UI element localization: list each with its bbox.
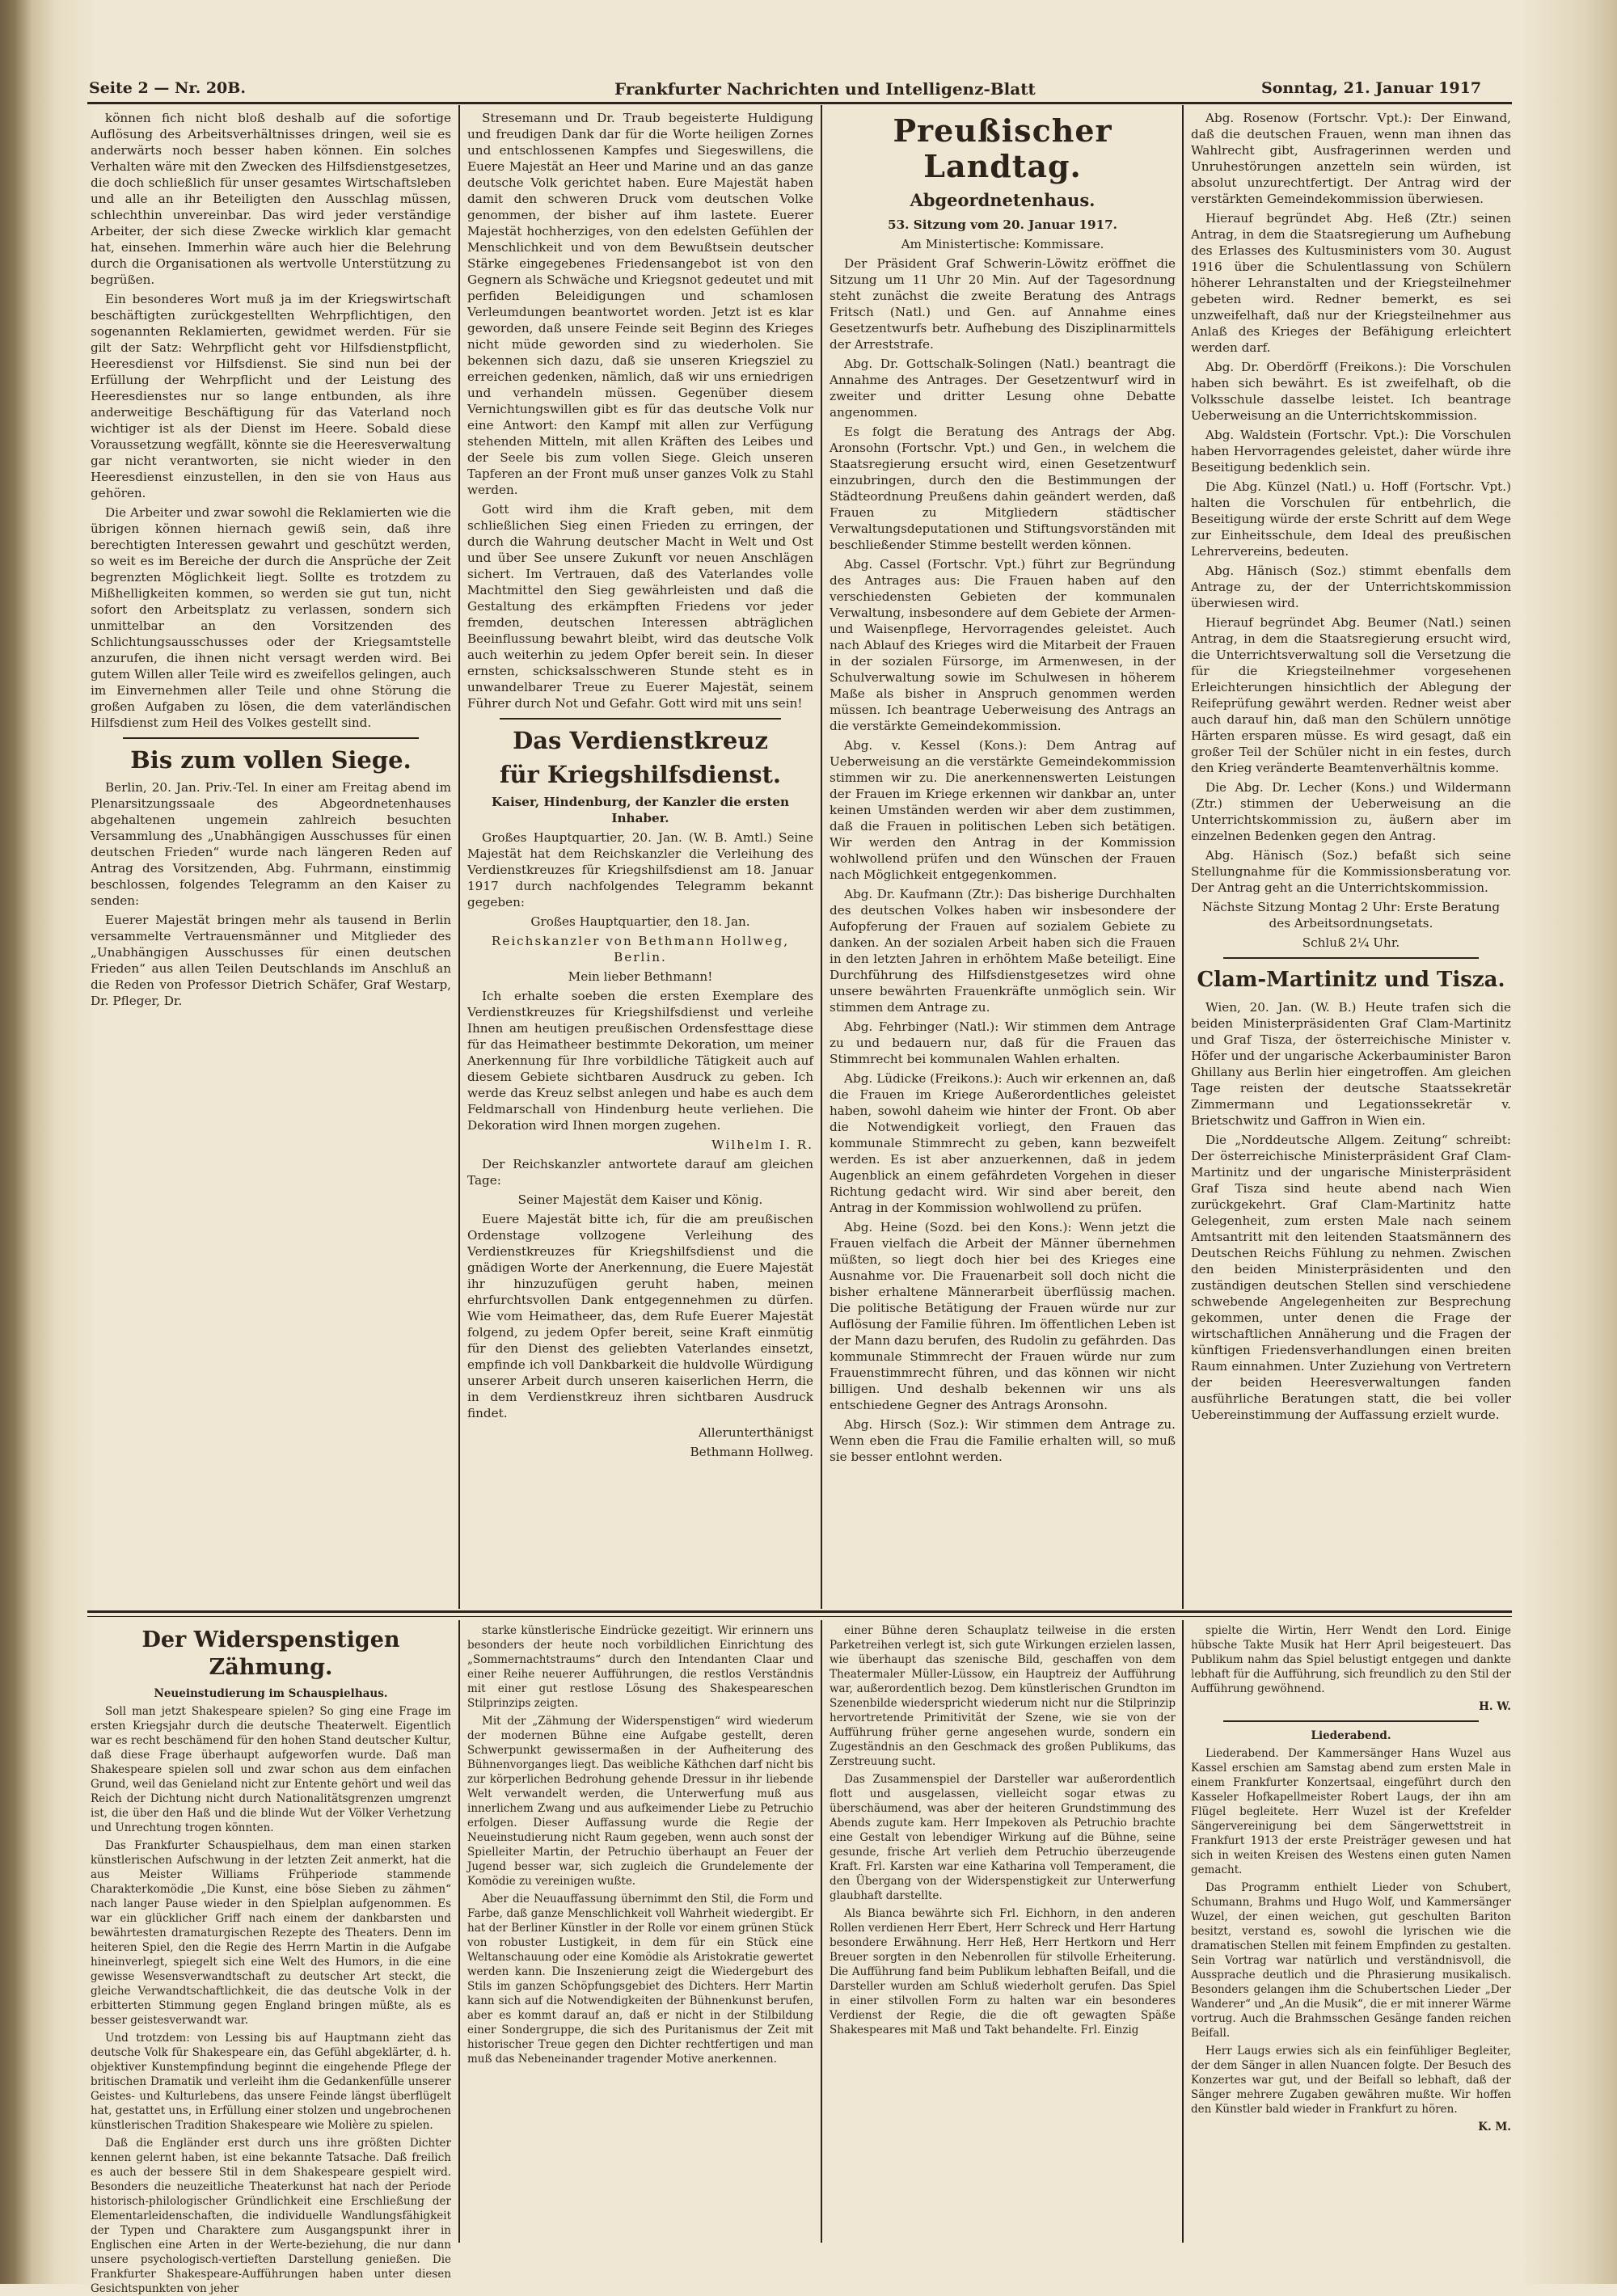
- paragraph: Abg. Dr. Oberdörff (Freikons.): Die Vorschulen haben sich bewährt. Es ist zweifelhaft, ob die Volksschule dasselbe leistet. Ich beantrage Ueberweisung an die Unterrichtskommission.: [1191, 360, 1511, 423]
- paragraph: Abg. Hänisch (Soz.) stimmt ebenfalls dem Antrage zu, der der Unterrichtskommission überwiesen wird.: [1191, 563, 1511, 610]
- paragraph: Abg. Hänisch (Soz.) befaßt sich seine Stellungnahme für die Kommissionsberatung vor. Der Antrag geht an die Unterrichtskommission.: [1191, 848, 1511, 895]
- paragraph: Abg. Dr. Gottschalk-Solingen (Natl.) beantragt die Annahme des Antrages. Der Gesetzentwurf wird in zweiter und dritter Lesung ohne Debatte angenommen.: [830, 357, 1176, 420]
- session-line: 53. Sitzung vom 20. Januar 1917.: [888, 217, 1117, 232]
- author-initials: K. M.: [1478, 2121, 1511, 2134]
- paragraph: spielte die Wirtin, Herr Wendt den Lord. Einige hübsche Takte Musik hat Herr April beigesteuert. Das Publikum nahm das Spiel belustigt entgegen und dankte lebhaft für die Aufführung, sich freundlich zu den Stil der Aufführung gewöhnend.: [1191, 1624, 1511, 1695]
- paragraph: Das Zusammenspiel der Darsteller war außerordentlich flott und ausgelassen, vielleicht sogar etwas zu überschäumend, was aber der heiteren Grundstimmung des Abends zugute kam. Herr Impekoven als Petruchio brachte eine Gestalt von lebendiger Wirkung auf die Bühne, seine gesunde, frische Art verlieh dem Petruchio überzeugende Kraft. Frl. Karsten war eine Katharina voll Temperament, die den Übergang von der Widerspenstigkeit zur Unterwerfung glaubhaft darstellte.: [830, 1773, 1176, 1902]
- paragraph: Abg. Cassel (Fortschr. Vpt.) führt zur Begründung des Antrages aus: Die Frauen haben auf den verschiedensten Gebieten der kommunalen Verwaltung, insbesondere auf dem Gebiete der Armen- und Waisenpflege, Hervorragendes geleistet. Auch nach Ablauf des Krieges wird die Mitarbeit der Frauen in der sozialen Fürsorge, im Armenwesen, in der Schulverwaltung sowie im Schulwesen in höherem Maße als bisher in Anspruch genommen werden müssen. Ich beantrage Ueberweisung des Antrags an die verstärkte Gemeindekommission.: [830, 557, 1176, 733]
- header-rule: [87, 102, 1512, 104]
- article-title: Preußischer Landtag.: [893, 112, 1112, 184]
- article-title: Clam-Martinitz und Tisza.: [1197, 968, 1505, 992]
- signature: Wilhelm I. R.: [711, 1137, 813, 1152]
- column-verdienstkreuz: [467, 110, 813, 1606]
- section-divider: [1223, 1720, 1479, 1722]
- column-arbeiter-article: [91, 110, 451, 1606]
- paragraph: Abg. Hirsch (Soz.): Wir stimmen dem Antrage zu. Wenn eben die Frau die Familie erhalten will, so muß sie besser entlohnt werden.: [830, 1417, 1176, 1464]
- paragraph: Abg. Heine (Sozd. bei den Kons.): Wenn jetzt die Frauen vielfach die Arbeit der Männer übernehmen müßten, so liegt doch hier bei des Krieges eine Ausnahme vor. Die Frauenarbeit soll doch nicht die bisher erhaltene Männerarbeit überflüssig machen. Die politische Betätigung der Frauen würde nur zur Auflösung der Familie führen. Im öffentlichen Leben ist der Mann dazu berufen, des Rudolin zu gefährden. Das kommunale Stimmrecht der Frauen würde nur zum Frauenstimmrecht führen, und das können wir nicht billigen. Und deshalb bekennen wir uns als entschiedene Gegner des Antrags Aronsohn.: [830, 1220, 1176, 1412]
- newspaper-masthead: Frankfurter Nachrichten und Intelligenz-Blatt: [614, 79, 1036, 99]
- column-rule: [821, 1620, 822, 2243]
- paragraph: Die „Norddeutsche Allgem. Zeitung“ schreibt: Der österreichische Ministerpräsident Graf Clam-Martinitz und der ungarische Ministerpräsident Graf Tisza sind heute abend nach Wien zurückgekehrt. Graf Clam-Martinitz hatte Gelegenheit, zum ersten Male nach seinem Amtsantritt mit den leitenden Staatsmännern des Deutschen Reichs Fühlung zu nehmen. Zwischen den beiden Ministerpräsidenten und den zuständigen deutschen Stellen sind verschiedene schwebende Angelegenheiten zur Besprechung gekommen, unter denen die Frage der wirtschaftlichen Annäherung und die Fragen der künftigen Friedensverhandlungen einen breiten Raum einnahmen. Unter Zuziehung von Vertretern der beiden Heeresverwaltungen fanden ausführliche Beratungen statt, die bei voller Uebereinstimmung der Auffassung erzielt wurde.: [1191, 1133, 1511, 1422]
- column-theater-review-end: [830, 1623, 1176, 2246]
- feuilleton-rule: [87, 1610, 1512, 1613]
- paragraph: Als Bianca bewährte sich Frl. Eichhorn, in den anderen Rollen verdienen Herr Ebert, Herr Schreck und Herr Hartung besondere Erwähnung. Herr Heß, Herr Hertkorn und Herr Breuer sorgten in den Nebenrollen für stilvolle Erheiterung. Die Aufführung fand beim Publikum lebhaften Beifall, und die Darsteller wurden am Schluß wiederholt gerufen. Das Spiel in einer stilvollen Form zu halten war ein besonderes Verdienst der Regie, die die oft gewagten Späße Shakespeares mit Maß und Takt behandelte. Frl. Einzig: [830, 1907, 1176, 2036]
- paragraph: Euere Majestät bitte ich, für die am preußischen Ordenstage vollzogene Verleihung des Verdienstkreuzes für Kriegshilfsdienst und die gnädigen Worte der Anerkennung, die Euere Majestät ihr hinzuzufügen geruht haben, meinen ehrfurchtsvollen Dank entgegennehmen zu dürfen. Wie vom Heimatheer, das, dem Rufe Euerer Majestät folgend, zu jedem Opfer bereit, seine Kraft einmütig für den Dienst des geliebten Vaterlandes einsetzt, empfinde ich voll Dankbarkeit die huldvolle Würdigung unserer Arbeit durch unseren kaiserlichen Herrn, die in dem Verdienstkreuz ihren sichtbaren Ausdruck findet.: [467, 1212, 813, 1420]
- column-rule: [1182, 105, 1184, 1609]
- paragraph: Das Programm enthielt Lieder von Schubert, Schumann, Brahms und Hugo Wolf, und Kammersänger Wuzel, der einen weichen, gut geschulten Bariton besitzt, verstand es, sowohl die lyrischen wie die dramatischen Stellen mit feinem Empfinden zu gestalten. Sein Vortrag war natürlich und verständnisvoll, die Aussprache deutlich und die Phrasierung musikalisch. Besonders gelangen ihm die Schubertschen Lieder „Der Wanderer“ und „An die Musik“, die er mit innerer Wärme vortrug. Auch die Brahmsschen Gesänge fanden reichen Beifall.: [1191, 1881, 1511, 2040]
- paragraph: Ich erhalte soeben die ersten Exemplare des Verdienstkreuzes für Kriegshilfsdienst und verleihe Ihnen am heutigen preußischen Ordensfesttage diese für das Heimatheer bestimmte Dekoration, um meiner Anerkennung für Ihre vorbildliche Tätigkeit auch auf diesem Gebiete sichtbaren Ausdruck zu geben. Ich werde das Kreuz selbst anlegen und habe es auch dem Feldmarschall von Hindenburg heute verliehen. Die Dekoration wird Ihnen morgen zugehen.: [467, 989, 813, 1133]
- signature: Bethmann Hollweg.: [690, 1445, 813, 1459]
- column-landtag-continued: [1191, 110, 1511, 1606]
- article-title: Das Verdienstkreuz: [513, 727, 768, 754]
- paragraph: Allerunterthänigst: [698, 1425, 813, 1440]
- paragraph: Großes Hauptquartier, den 18. Jan.: [530, 914, 750, 929]
- paragraph: Gott wird ihm die Kraft geben, mit dem schließlichen Sieg einen Frieden zu erringen, der durch die Wahrung deutscher Macht in Welt und Ost und über See unsere Zukunft vor neuen Anschlägen sichert. Im Vertrauen, daß des Vaterlandes volle Machtmittel den Sieg gewährleisten und daß die Gestaltung des erkämpften Friedens vor jeder fremden, deutschen Interessen abträglichen Beeinflussung bewahrt bleibt, wird das deutsche Volk auch weiterhin zu jedem Opfer bereit sein. In dieser ernsten, schicksalsschweren Stunde steht es in unwandelbarer Treue zu Euerer Majestät, seinem Führer durch Not und Gefahr. Gott wird mit uns sein!: [467, 502, 813, 711]
- column-theater-review-continued: [467, 1623, 813, 2246]
- paragraph: Soll man jetzt Shakespeare spielen? So ging eine Frage im ersten Kriegsjahr durch die deutsche Theaterwelt. Eigentlich war es recht beschämend für den hohen Stand deutscher Kultur, daß diese Frage überhaupt aufgeworfen wurde. Daß man Shakespeare spielen soll und zwar schon aus dem einfachen Grund, weil das Genieland nicht zur Entente gehört und weil das Reich der Dichtung nicht durch Nationalitätsgrenzen umgrenzt ist, die über den Haß und die blinde Wut der Völker Verhetzung und Unrechtung trogen könnten.: [91, 1705, 451, 1834]
- paragraph: Hierauf begründet Abg. Heß (Ztr.) seinen Antrag, in dem die Staatsregierung um Aufhebung des Erlasses des Kultusministers vom 30. August 1916 über die Schulentlassung von Schülern höherer Lehranstalten und der Kriegsteilnehmer gebeten wird. Redner bemerkt, es sei unzweifelhaft, daß nur der Kriegsteilnehmer aus Anlaß des Krieges der Befähigung erleichtert werden darf.: [1191, 211, 1511, 355]
- paragraph: Abg. Dr. Kaufmann (Ztr.): Das bisherige Durchhalten des deutschen Volkes haben wir insbesondere der Aufopferung der Frauen auf sozialem Gebiete zu danken. An der sozialen Arbeit haben sich die Frauen in den letzten Jahren in erhöhtem Maße beteiligt. Eine Durchführung des Hilfsdienstgesetzes wird ohne unsere bewährten Frauenkräfte unmöglich sein. Wir stimmen dem Antrage zu.: [830, 887, 1176, 1015]
- paragraph: Abg. Lüdicke (Freikons.): Auch wir erkennen an, daß die Frauen im Kriege Außerordentliches geleistet haben, sowohl daheim wie hinter der Front. Ob aber die Notwendigkeit vorliegt, den Frauen das kommunale Stimmrecht zu geben, kann bezweifelt werden. Es ist aber anzuerkennen, daß in jedem Augenblick an einem gefährdeten Vorgehen in dieser Richtung gedacht wird. Wir sind aber bereit, den Antrag in der Kommission wohlwollend zu prüfen.: [830, 1071, 1176, 1215]
- paragraph: einer Bühne deren Schauplatz teilweise in die ersten Parketreihen verlegt ist, sich gute Wirkungen erzielen lassen, wie überhaupt das szenische Bild, geschaffen von dem Theatermaler Müller-Lüssow, ein Hauptreiz der Aufführung war, außerordentlich bezog. Dem künstlerischen Grundton im Szenenbilde wiederspricht wiederum nicht nur die Stilprinzip hervortretende Primitivität der Szene, wie sie von der Aufführung früher gerne angesehen wurde, sondern ein Zugeständnis an den Geschmack des großen Publikums, das Zerstreuung sucht.: [830, 1624, 1176, 1768]
- paragraph: Stresemann und Dr. Traub begeisterte Huldigung und freudigen Dank dar für die Worte heiligen Zornes und entschlossenen Kampfes und Siegeswillens, die Euere Majestät an Heer und Marine und an das ganze deutsche Volk gerichtet haben. Eure Majestät haben damit den schweren Druck vom deutschen Volke genommen, der bisher auf ihm lastete. Euerer Majestät hochherziges, von den edelsten Gefühlen der Menschlichkeit und von dem Bewußtsein deutscher Stärke eingegebenes Friedensangebot ist von den Gegnern als Schwäche und Kriegsnot gedeutet und mit perfiden Beleidigungen und schamlosen Verleumdungen beantwortet worden. Jetzt ist es klar geworden, daß unsere Feinde seit Beginn des Krieges nicht müde geworden sind zu wiederholen. Sie bekennen sich dazu, daß sie unseren Kriegsziel zu erreichen gedenken, nämlich, daß wir uns erniedrigen und verhandeln müssen. Gegenüber diesem Vernichtungswillen gibt es für das deutsche Volk nur eine Antwort: den Kampf mit allen zur Verfügung stehenden Mitteln, mit allen Kräften des Leibes und der Seele bis zum vollen Siege. Gleich unseren Tapferen an der Front muß unser ganzes Volk zu Stahl werden.: [467, 111, 813, 497]
- paragraph: Mein lieber Bethmann!: [568, 969, 713, 984]
- paragraph: Herr Laugs erwies sich als ein feinfühliger Begleiter, der dem Sänger in allen Nuancen folgte. Der Besuch des Konzertes war gut, und der Beifall so lebhaft, daß der Sänger mehrere Zugaben gewähren mußte. Wir hoffen den Künstler bald wieder in Frankfurt zu hören.: [1191, 2045, 1511, 2116]
- paragraph: Aber die Neuauffassung übernimmt den Stil, die Form und Farbe, daß ganze Menschlichkeit voll Wahrheit wiedergibt. Er hat der Berliner Künstler in der Rolle vor einem grünen Stück von robuster Lustigkeit, in dem für ein Stück eine Weltanschauung oder eine Komödie als Aristokratie gewertet werden kann. Die Inszenierung zeigt die Wiedergeburt des Stils im ganzen Schöpfungsgebiet des Dichters. Herr Martin kann sich auf die Notwendigkeiten der Bühnenkunst berufen, aber es kommt darauf an, daß er nicht in der Stilbildung einer Sondergruppe, die sich des Puritanismus der Zeit mit historischer Treue gegen den Dichter rechtfertigen und man muß das Nebeneinander tragender Motive anerkennen.: [467, 1893, 813, 2066]
- article-title: Bis zum vollen Siege.: [130, 746, 412, 774]
- paragraph: Abg. Waldstein (Fortschr. Vpt.): Die Vorschulen haben Hervorragendes geleistet, daher würde ihre Beseitigung bedenklich sein.: [1191, 428, 1511, 475]
- paragraph: Mit der „Zähmung der Widerspenstigen“ wird wiederum der modernen Bühne eine Aufgabe gestellt, deren Schwerpunkt gewissermaßen in der Aufheiterung des Bühnenvorganges liegt. Das weibliche Käthchen darf nicht bis zur körperlichen Bedrohung gehende Dressur in ihr liebende Welt verwandelt werden, die Unterwerfung muß aus innerlichem Zwang und aus aufkeimender Liebe zu Petruchio erfolgen. Dieser Auffassung wurde die Regie der Neueinstudierung nicht Raum gegeben, wenn auch sonst der Spielleiter Martin, der Petruchio überhaupt an Feuer der Jugend besser war, sich zugleich die Grundelemente der Komödie zu vereinigen wußte.: [467, 1715, 813, 1888]
- paragraph: Hierauf begründet Abg. Beumer (Natl.) seinen Antrag, in dem die Staatsregierung ersucht wird, die Unterrichtsverwaltung soll die Versetzung die für die Kriegsteilnehmer vorgesehenen Erleichterungen hinsichtlich der Ablegung der Reifeprüfung gewährt werden. Redner weist aber auch darauf hin, daß man den Schülern unnötige Härten ersparen müsse. Es wird gesagt, daß ein großer Teil der Schüler nicht in ein festes, durch den Krieg veränderte Beamtenverhältnis komme.: [1191, 615, 1511, 775]
- column-theater-review: [91, 1623, 451, 2295]
- paragraph: Abg. v. Kessel (Kons.): Dem Antrag auf Ueberweisung an die verstärkte Gemeindekommission stimmen wir zu. Die anerkennenswerten Leistungen der Frauen im Kriege erkennen wir dankbar an, unter keinen Umständen werden wir aber dem zustimmen, daß die Frauen in politischen Leben sich betätigen. Wir werden den Antrag in der Kommission wohlwollend prüfen und den Wünschen der Frauen nach Möglichkeit entgegenkommen.: [830, 738, 1176, 882]
- section-divider: [123, 737, 419, 739]
- article-title-line-2: für Kriegshilfsdienst.: [499, 761, 782, 788]
- paragraph: Die Abg. Künzel (Natl.) u. Hoff (Fortschr. Vpt.) halten die Vorschulen für entbehrlich, die Beseitigung würde der erste Schritt auf dem Wege zur Einheitsschule, dem Ideal des preußischen Lehrervereins, bedeuten.: [1191, 479, 1511, 559]
- article-title: Liederabend.: [1311, 1729, 1391, 1742]
- paragraph: Reichskanzler von Bethmann Hollweg, Berlin.: [491, 934, 790, 964]
- article-subtitle: Kaiser, Hindenburg, der Kanzler die ersten Inhaber.: [491, 795, 790, 825]
- ministry-line: Am Ministertische: Kommissare.: [901, 237, 1104, 251]
- paragraph: Abg. Fehrbinger (Natl.): Wir stimmen dem Antrage zu und bedauern nur, daß für die Frauen das Stimmrecht bei kommunalen Wahlen erhalten.: [830, 1019, 1176, 1066]
- page-number: Seite 2 — Nr. 20B.: [89, 79, 246, 97]
- paragraph: Abg. Rosenow (Fortschr. Vpt.): Der Einwand, daß die deutschen Frauen, wenn man ihnen das Wahlrecht gibt, Ausfragerinnen werden und Unruhestörungen anzetteln sein würden, ist absolut unzurechtfertigt. Der Antrag wird der verstärkten Gemeindekommission überwiesen.: [1191, 111, 1511, 206]
- paragraph: Die Arbeiter und zwar sowohl die Reklamierten wie die übrigen können hiernach gewiß sein, daß ihre berechtigten Interessen gewahrt und geschützt werden, so weit es im Bereiche der durch die Ansprüche der Zeit begrenzten Möglichkeit liegt. Sollte es trotzdem zu Mißhelligkeiten kommen, so werden sie gut tun, nicht sofort den Arbeitsplatz zu verlassen, sondern sich unmittelbar an den Vorsitzenden des Schlichtungsausschusses oder der Kriegsamtstelle anzurufen, die ihnen nicht versagt werden wird. Bei gutem Willen aller Teile wird es zweifellos gelingen, auch im Einvernehmen aller Teile und ohne Störung die großen Aufgaben zu lösen, die dem vaterländischen Hilfsdienst zum Heil des Volkes gestellt sind.: [91, 505, 451, 730]
- column-rule: [458, 1620, 460, 2243]
- column-landtag: [830, 110, 1176, 1606]
- paragraph: starke künstlerische Eindrücke gezeitigt. Wir erinnern uns besonders der heute noch vorbildlichen Einrichtung des „Sommernachtstraums“ durch den Intendanten Claar und einer Reihe neuerer Aufführungen, die restlos Verständnis mit einer gut restlose Lösung des Shakespeareschen Stilprinzips zeigten.: [467, 1624, 813, 1710]
- author-initials: H. W.: [1479, 1700, 1511, 1713]
- paragraph: Der Reichskanzler antwortete darauf am gleichen Tage:: [467, 1157, 813, 1188]
- column-liederabend: [1191, 1623, 1511, 2246]
- paragraph: Es folgt die Beratung des Antrags der Abg. Aronsohn (Fortschr. Vpt.) und Gen., in welchem die Staatsregierung ersucht wird, einen Gesetzentwurf einzubringen, durch den die Bestimmungen der Städteordnung Preußens dahin geändert werden, daß Frauen zu Mitgliedern städtischer Verwaltungsdeputationen und Stiftungsvorständen mit beschließender Stimme bestellt werden können.: [830, 424, 1176, 552]
- article-subtitle: Abgeordnetenhaus.: [910, 190, 1096, 210]
- paragraph: Nächste Sitzung Montag 2 Uhr: Erste Beratung des Arbeitsordnungsetats.: [1201, 900, 1501, 931]
- article-subtitle: Neueinstudierung im Schauspielhaus.: [154, 1687, 388, 1700]
- column-rule: [821, 105, 822, 1609]
- article-title: Der Widerspenstigen Zähmung.: [141, 1627, 400, 1680]
- paragraph: Der Präsident Graf Schwerin-Löwitz eröffnet die Sitzung um 11 Uhr 20 Min. Auf der Tagesordnung steht zunächst die zweite Beratung des Antrags Fritsch (Natl.) und Gen. auf Annahme eines Gesetzentwurfs betr. Aufhebung des Disziplinarmittels der Arreststrafe.: [830, 256, 1176, 352]
- column-rule: [1182, 1620, 1184, 2243]
- issue-date: Sonntag, 21. Januar 1917: [1261, 79, 1482, 97]
- paragraph: Die Abg. Dr. Lecher (Kons.) und Wildermann (Ztr.) stimmen der Ueberweisung an die Unterrichtskommission zu, äußern aber im einzelnen Bedenken gegen den Antrag.: [1191, 780, 1511, 843]
- column-rule: [458, 105, 460, 1609]
- paragraph: Das Frankfurter Schauspielhaus, dem man einen starken künstlerischen Aufschwung in der letzten Zeit anmerkt, hat die aus Meister Williams Frühperiode stammende Charakterkomödie „Die Kunst, eine böse Sieben zu zähmen“ nach langer Pause wieder in den Spielplan aufgenommen. Es war ein glücklicher Griff nach einem der dankbarsten und bewährtesten dramaturgischen Rezepte des Theaters. Denn im heiteren Spiel, den die Regie des Herrn Martin in die Aufgabe hineinverlegt, spiegelt sich eine Welt des Humors, in die eine gewisse Wesensverwandtschaft zu deutscher Art steckt, die gleiche Verwandtschaftlichkeit, die das deutsche Volk in der erbitterten Stimmung gegen England bringen müßte, als es besser geistesverwandt war.: [91, 1839, 451, 2027]
- paragraph: Liederabend. Der Kammersänger Hans Wuzel aus Kassel erschien am Samstag abend zum ersten Male in einem Frankfurter Konzertsaal, eingeführt durch den Kasseler Hofkapellmeister Robert Laugs, der ihn am Flügel begleitete. Herr Wuzel ist der Krefelder Sängervereinigung bei dem Sängerwettstreit in Frankfurt 1913 der erste Preisträger gewesen und hat sich in weiten Kreisen des Westens einen guten Namen gemacht.: [1191, 1747, 1511, 1876]
- paragraph: Euerer Majestät bringen mehr als tausend in Berlin versammelte Vertrauensmänner und Mitglieder des „Unabhängigen Ausschusses für einen deutschen Frieden“ aus allen Teilen Deutschlands im Anschluß an die Reden von Professor Dietrich Schäfer, Graf Westarp, Dr. Pfleger, Dr.: [91, 913, 451, 1008]
- paragraph: Berlin, 20. Jan. Priv.-Tel. In einer am Freitag abend im Plenarsitzungssaale des Abgeordnetenhauses abgehaltenen ungemein zahlreich besuchten Versammlung des „Unabhängigen Ausschusses für einen deutschen Frieden“ wurde nach längeren Reden auf Antrag des Vorsitzenden, Abg. Fuhrmann, einstimmig beschlossen, folgendes Telegramm an den Kaiser zu senden:: [91, 780, 451, 908]
- paragraph: Großes Hauptquartier, 20. Jan. (W. B. Amtl.) Seine Majestät hat dem Reichskanzler die Verleihung des Verdienstkreuzes für Kriegshilfsdienst am 18. Januar 1917 durch nachfolgendes Telegramm bekannt gegeben:: [467, 830, 813, 910]
- paragraph: Seiner Majestät dem Kaiser und König.: [517, 1192, 763, 1207]
- paragraph: können fich nicht bloß deshalb auf die sofortige Auflösung des Arbeitsverhältnisses dringen, weil sie es anderwärts noch besser haben können. Ein solches Verhalten wäre mit den Zwecken des Hilfsdienstgesetzes, die doch schließlich für unser gesamtes Wirtschaftsleben und alle an ihr Beteiligten den Ausschlag müssen, schlechthin unvereinbar. Das wird jeder verständige Arbeiter, der sich diese Zwecke wirklich klar gemacht hat, einsehen. Immerhin wäre auch hier die Belehrung durch die Organisationen als wertvolle Unterstützung zu begrüßen.: [91, 111, 451, 287]
- paragraph: Und trotzdem: von Lessing bis auf Hauptmann zieht das deutsche Volk für Shakespeare ein, das Gefühl abgeklärter, d. h. objektiver Kunstempfindung beginnt die eingehende Pflege der britischen Dramatik und verleiht ihm die Gedankenfülle unserer Geistes- und Kulturlebens, das unsere Feinde längst überflügelt hat, gestattet uns, in Erfüllung einer stolzen und ungebrochenen künstlerischen Tradition Shakespeare wie Molière zu spielen.: [91, 2032, 451, 2132]
- paragraph: Schluß 2¼ Uhr.: [1302, 935, 1400, 950]
- section-divider: [1223, 957, 1479, 959]
- section-divider: [500, 718, 781, 720]
- paragraph: Ein besonderes Wort muß ja im der Kriegswirtschaft beschäftigten zurückgestellten Wehrpflichtigen, den sogenannten Reklamierten, gewidmet werden. Für sie gilt der Satz: Wehrpflicht geht vor Hilfsdienstpflicht, Heeresdienst vor Hilfsdienst. Sie sind nun bei der Erfüllung der Wehrpflicht und der Leistung des Heeresdienstes nur so lange entbunden, als ihre anderweitige Beschäftigung für das Vaterland noch wichtiger ist als der Dienst im Heere. Sobald diese Voraussetzung wegfällt, könnte sie die Heeresverwaltung gar nicht verantworten, sie nicht wieder in den Heeresdienst einzustellen, in den sie von Haus aus gehören.: [91, 292, 451, 500]
- paragraph: Wien, 20. Jan. (W. B.) Heute trafen sich die beiden Ministerpräsidenten Graf Clam-Martinitz und Graf Tisza, der österreichische Minister v. Höfer und der ungarische Ackerbauminister Baron Ghillany aus Berlin hier eingetroffen. Am gleichen Tage reisten der deutsche Staatssekretär Zimmermann und Legationssekretär v. Brietschwitz und Gaffron in Wien ein.: [1191, 1000, 1511, 1128]
- paragraph: Daß die Engländer erst durch uns ihre größten Dichter kennen gelernt haben, ist eine bekannte Tatsache. Daß freilich es auch der bessere Stil in dem Shakespeare gespielt wird. Besonders die neuzeitliche Theaterkunst hat nach der Periode historisch-philologischer Gründlichkeit eine Erschließung der Elementarleidenschaften, die individuelle Wandlungsfähigkeit der Typen und Charaktere zum Ausgangspunkt ihrer in Englischen eine Arten in der Werte-beziehung, die nur dann unsere psychologisch-vertieften Darstellung genießen. Die Frankfurter Shakespeare-Aufführungen haben unter diesen Gesichtspunkten von jeher: [91, 2137, 451, 2295]
- feuilleton-rule-thin: [87, 1616, 1512, 1617]
